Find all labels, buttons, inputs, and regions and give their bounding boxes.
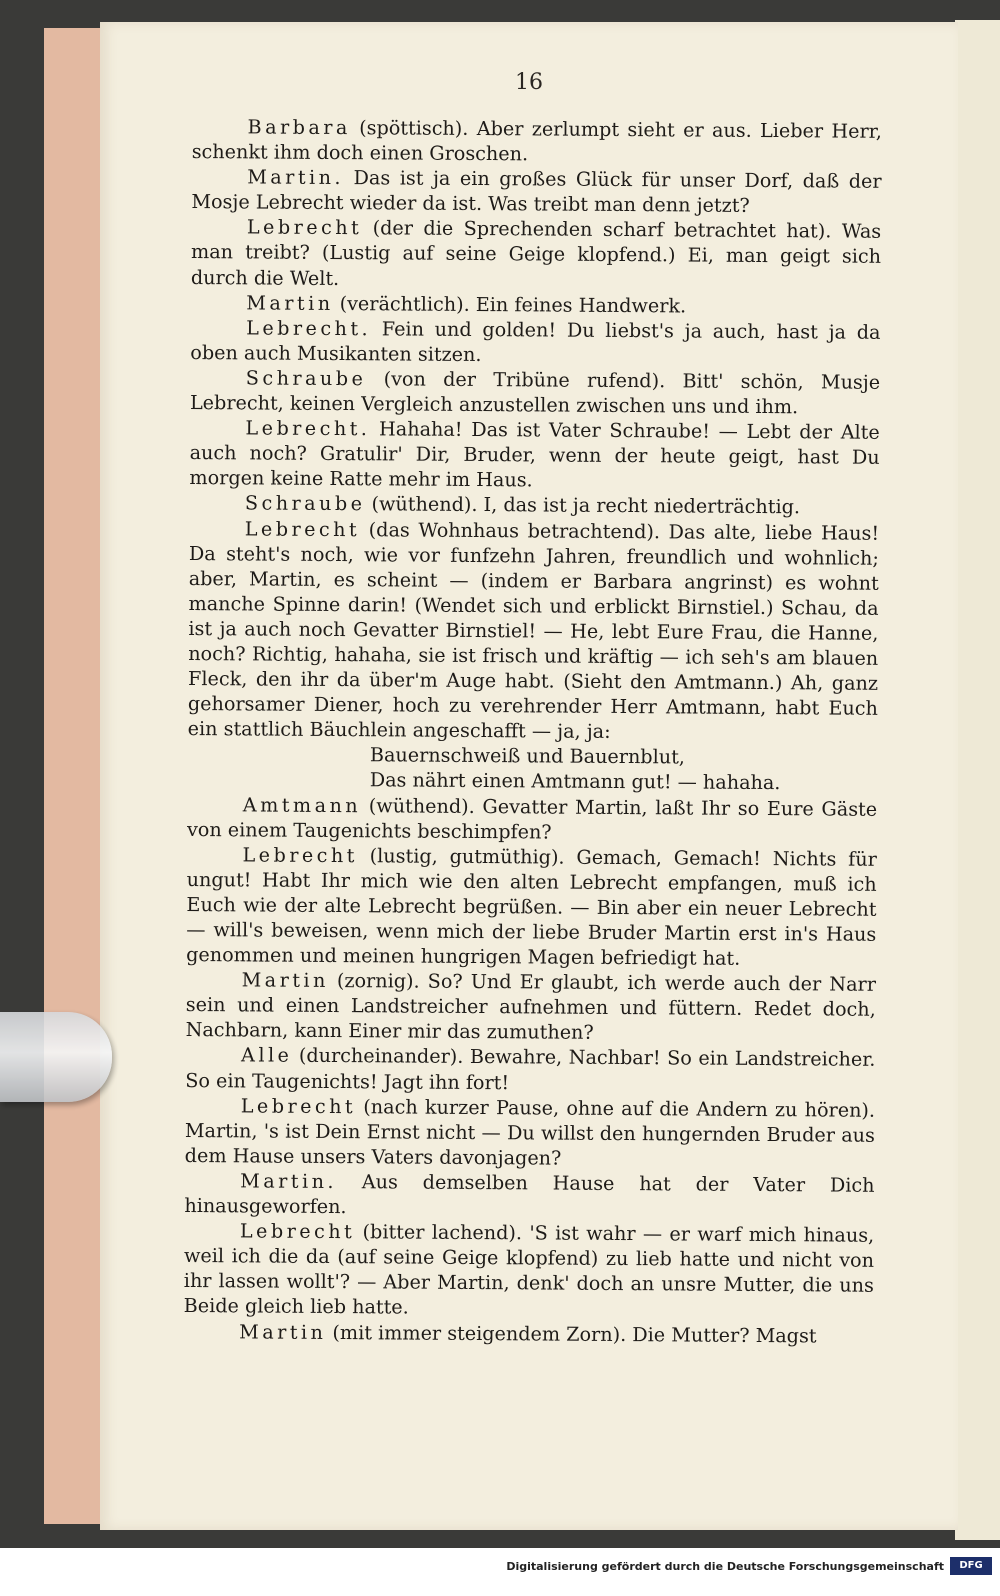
speaker-name: Barbara [247,115,351,140]
dialogue-paragraph [190,315,880,370]
funding-credit: Digitalisierung gefördert durch die Deutsche Forschungsgemeinschaft [506,1560,944,1573]
dialogue-paragraph [185,1042,875,1097]
dfg-logo: DFG [950,1557,992,1575]
dialogue-text: (zornig). So? Und Er glaubt, ich werde auch der Narr sein und einen Landstreicher aufnehmen und füttern. Redet doch, Nachbarn, kann Einer mir das zumuthen? [185,969,877,1045]
dialogue-paragraph [186,842,877,972]
speaker-name: Lebrecht [242,843,358,867]
speaker-name: Schraube [244,491,366,516]
dialogue-text: Aus demselben Hause hat der Vater Dich hinausgeworfen. [184,1169,875,1219]
digitization-footer [0,1548,1000,1596]
dialogue-text: Hahaha! Das ist Vater Schraube! — Lebt der Alte auch noch? Gratulir' Dir, Bruder, wenn der heute geigt, hast Du morgen keine Ratte mehr im Haus. [189,417,880,492]
dialogue-paragraph [183,1318,873,1348]
dialogue-text: (das Wohnhaus betrachtend). Das alte, liebe Haus! Da steht's noch, wie vor funfzehn Jahren, freundlich und wohnlich; aber, Martin, es scheint — (indem er Barbara angrinst) es wohnt manche Spinne darin! (Wendet sich und erblickt Birnstiel.) Schau, da ist ja auch noch Gevatter Birnstiel! — He, lebt Eure Frau, die Hanne, noch? Richtig, hahaha, sie ist frisch und kräftig — ich seh's am blauen Fleck, den ihr da über'm Auge habt. (Sieht den Amtmann.) Ah, ganz gehorsamer Diener, hoch zu verehrender Herr Amtmann, habt Euch ein stattlich Bäuchlein angeschafft — ja, ja: [187,517,880,744]
dialogue-paragraph [190,365,880,420]
dialogue-paragraph [186,967,877,1047]
dialogue-paragraph [184,1218,875,1323]
speaker-name: Schraube [245,366,367,391]
book-page [100,22,958,1530]
dialogue-paragraph [191,164,881,219]
dialogue-text: (wüthend). I, das ist ja recht niederträchtig. [365,492,801,519]
speaker-name: Martin [241,968,329,993]
dialogue-text: (verächtlich). Ein feines Handwerk. [333,291,687,318]
speaker-name: Lebrecht [246,215,363,240]
speaker-name: Lebrecht [244,516,361,541]
dialogue-text: (der die Sprechenden scharf betrachtet hat). Was man treibt? (Lustig auf seine Geige klopfend.) Ei, man geigt sich durch die Welt. [190,216,882,290]
dialogue-text: (nach kurzer Pause, ohne auf die Andern zu hören). Martin, 's ist Dein Ernst nicht — Du willst den hungernden Bruder aus dem Hause unsers Vaters davonjagen? [184,1094,876,1170]
dialogue-text: (spöttisch). Aber zerlumpt sieht er aus. Lieber Herr, schenkt ihm doch einen Groschen. [191,116,882,166]
speaker-name: Martin [239,1319,327,1344]
dialogue-paragraph [185,1093,876,1173]
page-number: 16 [515,70,543,95]
dialogue-text: (mit immer steigendem Zorn). Die Mutter? Magst [326,1320,817,1347]
dialogue-paragraph [184,1168,874,1223]
speaker-name: Martin [246,291,334,315]
speaker-name: Alle [241,1043,293,1068]
speaker-name: Lebrecht. [245,416,371,441]
dialogue-text: (durcheinander). Bewahre, Nachbar! So ein Landstreicher. So ein Taugenichts! Jagt ihn fort! [185,1044,876,1094]
dialogue-paragraph [188,515,880,746]
speaker-name: Lebrecht [240,1094,357,1118]
speaker-name: Lebrecht. [246,316,372,341]
dialogue-text: (von der Tribüne rufend). Bitt' schön, Musje Lebrecht, keinen Vergleich anzustellen zwischen uns und ihm. [189,367,881,419]
verse-line: Das nährt einen Amtmann gut! — hahaha. [369,768,781,795]
next-page-edge [955,20,1000,1540]
dialogue-paragraph [192,114,882,169]
speaker-name: Amtmann [242,792,362,817]
dialogue-paragraph [187,792,877,847]
dialogue-paragraph [191,214,882,294]
dialogue-paragraph [189,415,880,495]
dialogue-text: (bitter lachend). 'S ist wahr — er warf mich hinaus, weil ich die da (auf seine Geige klopfend) zu lieb hatte und nicht von ihr lassen wollt'? — Aber Martin, denk' doch an unsre Mutter, die uns Beide gleich lieb hatte. [183,1220,875,1319]
dialogue-text: (lustig, gutmüthig). Gemach, Gemach! Nichts für ungut! Habt Ihr mich wie den alten Lebrecht empfangen, muß ich Euch wie der alte Lebrecht begrüßen. — Bin aber ein neuer Lebrecht — will's beweisen, wenn mich der liebe Bruder Martin erst in's Haus genommen und meinen hungrigen Magen befriedigt hat. [186,843,877,970]
speaker-name: Lebrecht [239,1219,356,1244]
dialogue-text: Fein und golden! Du liebst's ja auch, hast ja da oben auch Musikanten sitzen. [190,317,881,366]
dialogue-text: Das ist ja ein großes Glück für unser Dorf, daß der Mosje Lebrecht wieder da ist. Was treibt man denn jetzt? [191,166,882,218]
verse-line: Bauernschweiß und Bauernblut, [369,743,686,769]
speaker-name: Martin. [247,165,345,190]
speaker-name: Martin. [240,1169,338,1193]
dialogue-text: (wüthend). Gevatter Martin, laßt Ihr so Eure Gäste von einem Taugenichts beschimpfen? [186,793,878,844]
page-clip [0,1012,112,1102]
page-text [183,114,882,1348]
